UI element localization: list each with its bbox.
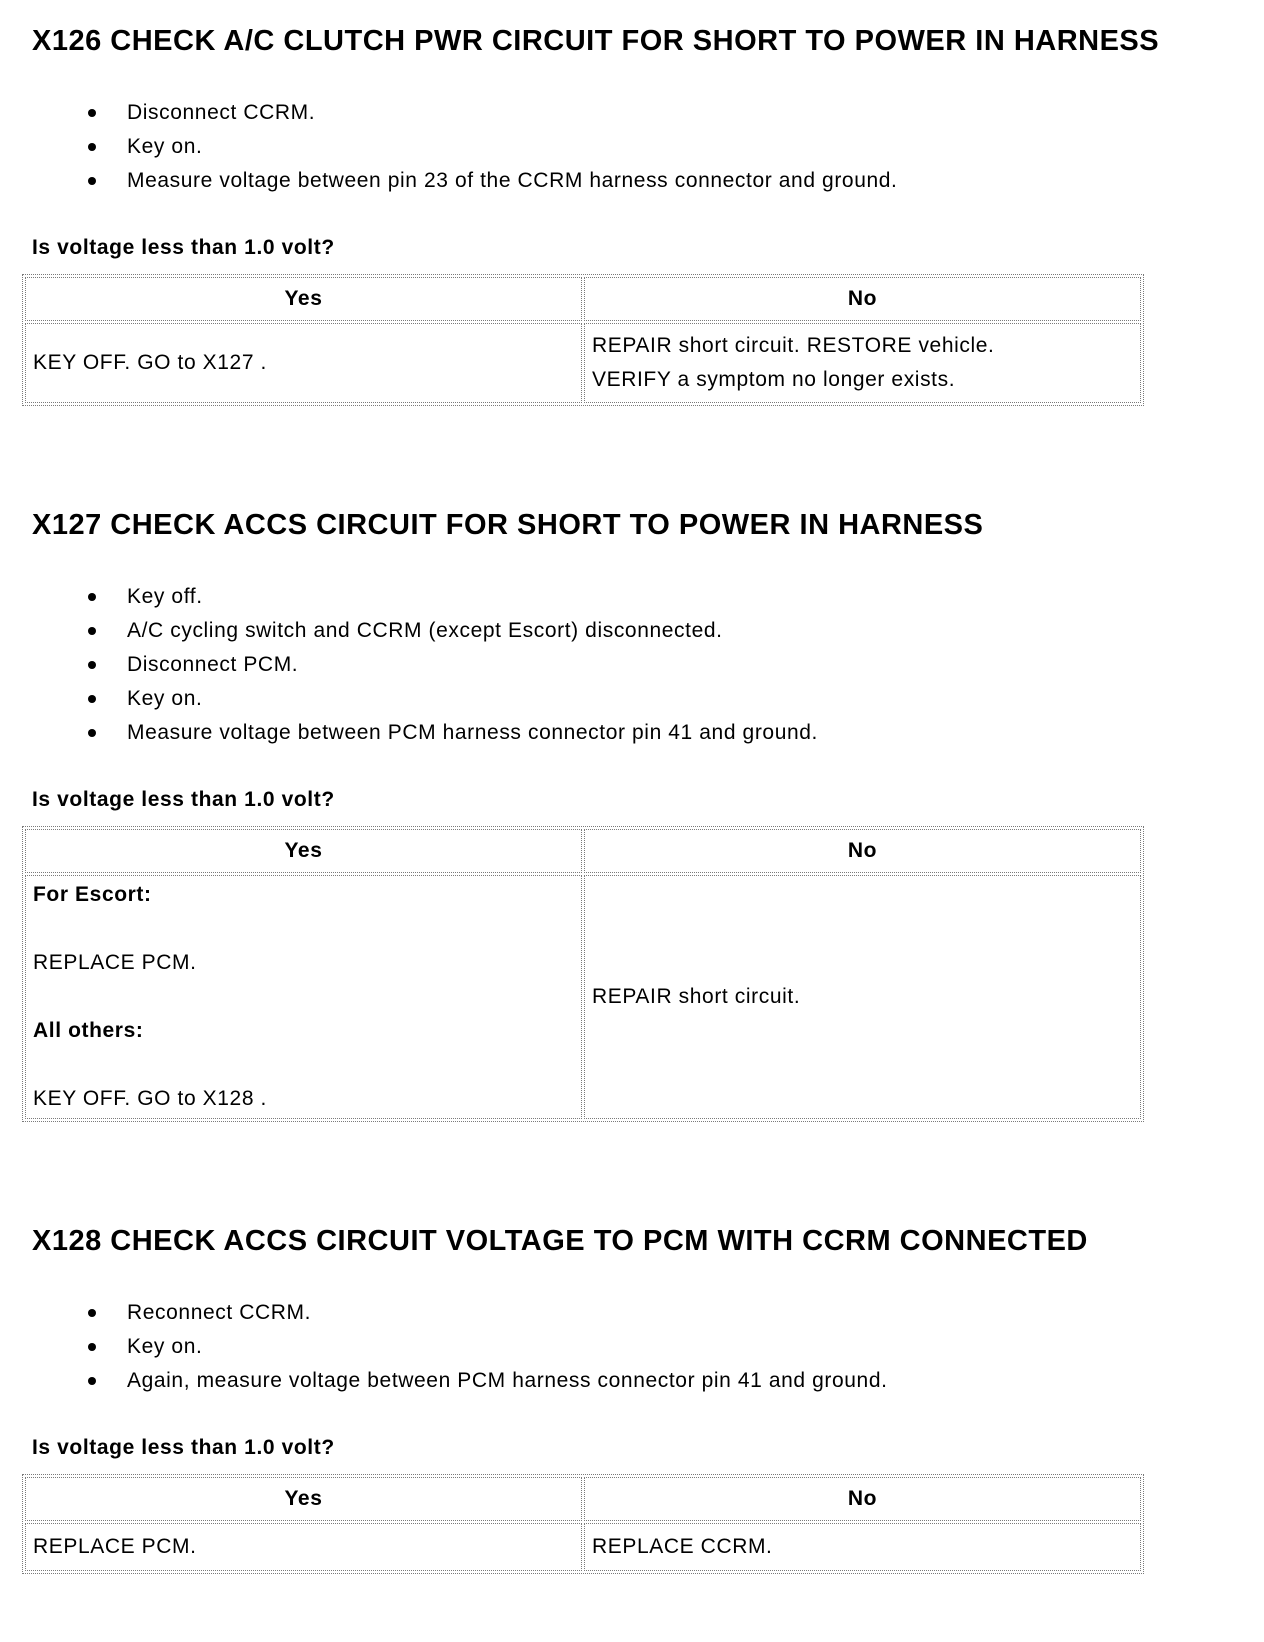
section-heading: X128 CHECK ACCS CIRCUIT VOLTAGE TO PCM WITH CCRM CONNECTED	[32, 1225, 1088, 1257]
bullet-item: Disconnect PCM.	[127, 648, 1236, 682]
no-cell-text: REPAIR short circuit. RESTORE vehicle.	[592, 334, 995, 357]
procedure-bullet-list	[32, 580, 1236, 750]
yes-column-header: Yes	[25, 829, 582, 873]
yes-cell	[25, 875, 582, 1119]
bullet-item: Reconnect CCRM.	[127, 1296, 1236, 1330]
yes-cell-text: KEY OFF. GO to X127 .	[33, 351, 267, 374]
table-row	[25, 875, 1141, 1119]
yes-cell	[25, 1523, 582, 1571]
table-row	[25, 1523, 1141, 1571]
section-heading: X127 CHECK ACCS CIRCUIT FOR SHORT TO POWER IN HARNESS	[32, 509, 984, 541]
bullet-item: Key on.	[127, 130, 1236, 164]
section-x127	[32, 506, 1236, 1122]
procedure-bullet-list	[32, 1296, 1236, 1398]
table-row	[25, 323, 1141, 403]
no-cell	[584, 323, 1141, 403]
bullet-item: Key on.	[127, 682, 1236, 716]
yes-cell-subheading: For Escort:	[33, 883, 152, 906]
yes-cell	[25, 323, 582, 403]
decision-question: Is voltage less than 1.0 volt?	[32, 236, 335, 259]
no-cell	[584, 875, 1141, 1119]
section-x128	[32, 1222, 1236, 1574]
no-cell	[584, 1523, 1141, 1571]
yes-cell-subheading: All others:	[33, 1019, 144, 1042]
yes-column-header: Yes	[25, 1477, 582, 1521]
decision-question: Is voltage less than 1.0 volt?	[32, 1436, 335, 1459]
no-cell-text: VERIFY a symptom no longer exists.	[592, 368, 956, 391]
yes-column-header: Yes	[25, 277, 582, 321]
bullet-item: A/C cycling switch and CCRM (except Escort) disconnected.	[127, 614, 1236, 648]
no-column-header: No	[584, 277, 1141, 321]
decision-question: Is voltage less than 1.0 volt?	[32, 788, 335, 811]
bullet-item: Disconnect CCRM.	[127, 96, 1236, 130]
yes-cell-text: REPLACE PCM.	[33, 951, 197, 974]
yes-no-table	[22, 1474, 1144, 1574]
table-header-row	[25, 829, 1141, 873]
table-header-row	[25, 1477, 1141, 1521]
yes-cell-text: KEY OFF. GO to X128 .	[33, 1087, 267, 1110]
no-column-header: No	[584, 829, 1141, 873]
bullet-item: Again, measure voltage between PCM harness connector pin 41 and ground.	[127, 1364, 1236, 1398]
section-heading: X126 CHECK A/C CLUTCH PWR CIRCUIT FOR SHORT TO POWER IN HARNESS	[32, 25, 1160, 57]
table-header-row	[25, 277, 1141, 321]
section-x126	[32, 22, 1236, 406]
yes-cell-text: REPLACE PCM.	[33, 1535, 197, 1558]
bullet-item: Key off.	[127, 580, 1236, 614]
bullet-item: Key on.	[127, 1330, 1236, 1364]
yes-no-table	[22, 826, 1144, 1122]
bullet-item: Measure voltage between PCM harness connector pin 41 and ground.	[127, 716, 1236, 750]
procedure-bullet-list	[32, 96, 1236, 198]
no-cell-text: REPAIR short circuit.	[592, 985, 801, 1008]
bullet-item: Measure voltage between pin 23 of the CCRM harness connector and ground.	[127, 164, 1236, 198]
yes-no-table	[22, 274, 1144, 406]
no-cell-text: REPLACE CCRM.	[592, 1535, 773, 1558]
no-column-header: No	[584, 1477, 1141, 1521]
